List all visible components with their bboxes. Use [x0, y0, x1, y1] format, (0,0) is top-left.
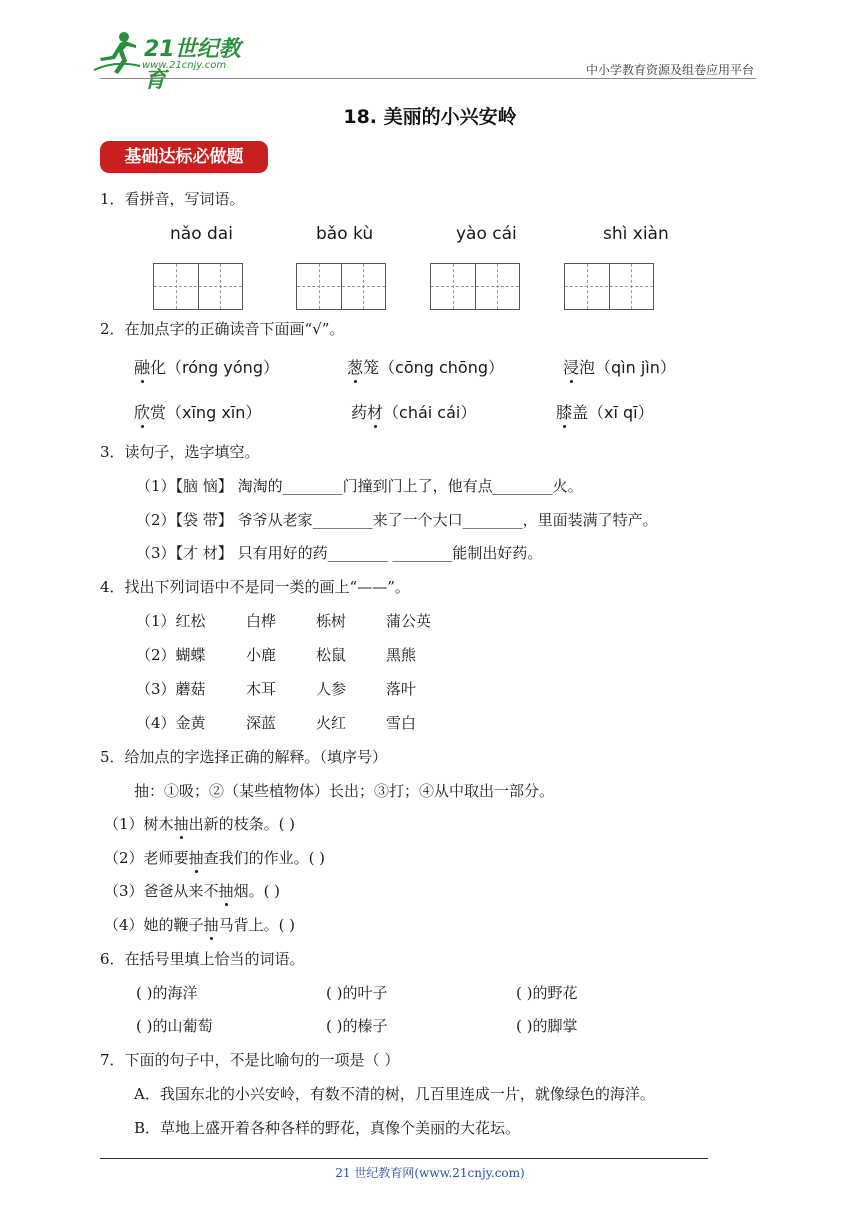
q6-item-2: ( )的叶子 — [326, 984, 388, 1002]
q4-row-2-c: 松鼠 — [316, 646, 347, 664]
logo-text: 21世纪教育 — [144, 37, 241, 93]
header-divider — [100, 78, 756, 79]
q1-pinyin-2: bǎo kù — [316, 224, 374, 244]
q4-row-3-b: 木耳 — [246, 680, 277, 698]
q4-row-2-a: （2）蝴蝶 — [136, 646, 206, 664]
q2-item-1: 融化（róng yóng） — [134, 355, 279, 378]
footer-text: 21 世纪教育网(www.21cnjy.com) — [335, 1166, 525, 1180]
header-platform-text: 中小学教育资源及组卷应用平台 — [585, 63, 754, 77]
q4-row-2-d: 黑熊 — [386, 646, 417, 664]
q7-option-a: A．我国东北的小兴安岭，有数不清的树，几百里连成一片，就像绿色的海洋。 — [134, 1085, 655, 1103]
q6-prompt: 6．在括号里填上恰当的词语。 — [100, 950, 305, 968]
q4-row-4-a: （4）金黄 — [136, 714, 206, 732]
q4-row-2-b: 小鹿 — [246, 646, 277, 664]
q3-prompt: 3．读句子，选字填空。 — [100, 443, 260, 461]
q6-item-6: ( )的脚掌 — [516, 1017, 578, 1035]
q4-row-4-d: 雪白 — [386, 714, 417, 732]
q4-row-3-d: 落叶 — [386, 680, 417, 698]
q5-item-1: （1）树木抽出新的枝条。( ) — [104, 815, 296, 833]
q1-prompt: 1．看拼音，写词语。 — [100, 190, 245, 208]
q7-prompt: 7．下面的句子中，不是比喻句的一项是（ ） — [100, 1051, 400, 1069]
q5-item-4: （4）她的鞭子抽马背上。( ) — [104, 916, 296, 934]
q5-definitions: 抽：①吸；②（某些植物体）长出；③打；④从中取出一部分。 — [134, 782, 555, 800]
q3-line-1: （1）【脑 恼】 淘淘的________门撞到门上了，他有点________火。 — [136, 477, 583, 495]
q4-row-1-d: 蒲公英 — [386, 612, 432, 630]
q4-prompt: 4．找出下列词语中不是同一类的画上“——”。 — [100, 578, 410, 596]
q2-prompt: 2．在加点字的正确读音下面画“√”。 — [100, 320, 345, 338]
footer-divider — [100, 1158, 708, 1159]
q2-item-5: 药材（chái cái） — [351, 400, 476, 423]
q5-prompt: 5．给加点的字选择正确的解释。（填序号） — [100, 748, 388, 766]
page-title: 18. 美丽的小兴安岭 — [343, 106, 517, 128]
writing-box-2[interactable] — [296, 263, 386, 310]
q2-item-2: 葱笼（cōng chōng） — [347, 355, 504, 378]
q4-row-3-c: 人参 — [316, 680, 347, 698]
q1-pinyin-3: yào cái — [456, 224, 517, 244]
q6-item-3: ( )的野花 — [516, 984, 578, 1002]
runner-logo-icon — [92, 30, 142, 78]
logo-url: www.21cnjy.com — [142, 60, 227, 71]
q3-line-3: （3）【才 材】 只有用好的药________ ________能制出好药。 — [136, 544, 543, 562]
q7-option-b: B．草地上盛开着各种各样的野花，真像个美丽的大花坛。 — [134, 1119, 521, 1137]
q2-item-4: 欣赏（xīng xīn） — [134, 400, 261, 423]
q4-row-1-c: 栎树 — [316, 612, 347, 630]
q2-item-6: 膝盖（xī qī） — [556, 400, 654, 423]
q4-row-4-c: 火红 — [316, 714, 347, 732]
q2-item-3: 浸泡（qìn jìn） — [563, 355, 676, 378]
writing-box-3[interactable] — [430, 263, 520, 310]
section-banner: 基础达标必做题 — [100, 141, 268, 173]
q1-pinyin-4: shì xiàn — [603, 224, 669, 244]
q6-item-4: ( )的山葡萄 — [136, 1017, 213, 1035]
q3-line-2: （2）【袋 带】 爷爷从老家________来了一个大口________，里面装满了特产。 — [136, 511, 658, 529]
writing-box-4[interactable] — [564, 263, 654, 310]
q5-item-3: （3）爸爸从来不抽烟。( ) — [104, 882, 281, 900]
q6-item-1: ( )的海洋 — [136, 984, 198, 1002]
q4-row-1-a: （1）红松 — [136, 612, 206, 630]
q4-row-1-b: 白桦 — [246, 612, 277, 630]
logo — [92, 30, 262, 93]
q4-row-3-a: （3）蘑菇 — [136, 680, 206, 698]
writing-box-1[interactable] — [153, 263, 243, 310]
q1-pinyin-1: nǎo dai — [170, 224, 233, 244]
q6-item-5: ( )的榛子 — [326, 1017, 388, 1035]
q4-row-4-b: 深蓝 — [246, 714, 277, 732]
q5-item-2: （2）老师要抽查我们的作业。( ) — [104, 849, 326, 867]
